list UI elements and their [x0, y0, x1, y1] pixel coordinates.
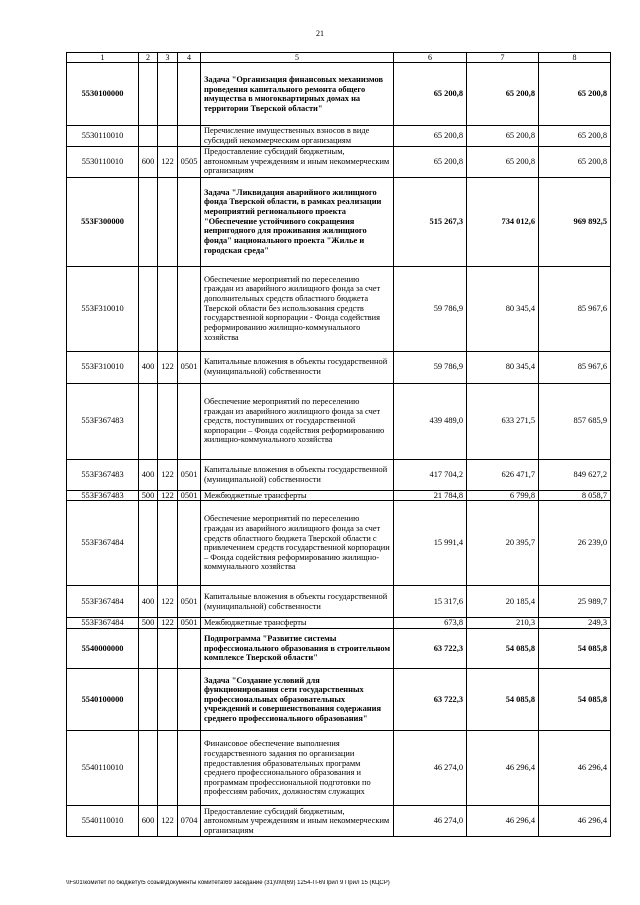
section-code-cell: 0704 — [178, 806, 201, 837]
item-name-cell: Обеспечение мероприятий по переселению граждан из аварийного жилищного фонда за счет средств областного бюджета Тверской области с привлечением средств государственной корпорации – Фонда содействия реформированию жилищно-коммунального хозяйства — [201, 501, 394, 586]
admin-code-cell — [158, 126, 178, 146]
header-cell: 1 — [67, 53, 139, 63]
amount-year2-cell: 633 271,5 — [467, 383, 539, 459]
amount-year2-cell: 626 471,7 — [467, 459, 539, 490]
footer-file-path: \\Fs01\комитет по бюджету\5 созыв\Документы комитета\69 заседание (31)\п\п(69) 1254-П-6\Прил 9 Прил 15 (КЦСР) — [66, 880, 390, 886]
table-header-row — [67, 53, 611, 63]
amount-year3-cell: 969 892,5 — [539, 177, 611, 266]
admin-code-cell: 122 — [158, 490, 178, 501]
amount-year3-cell: 46 296,4 — [539, 731, 611, 806]
target-code-cell: 553F310010 — [67, 351, 139, 383]
section-code-cell — [178, 669, 201, 731]
header-cell: 5 — [201, 53, 394, 63]
admin-code-cell — [158, 731, 178, 806]
amount-year3-cell: 65 200,8 — [539, 63, 611, 126]
target-code-cell: 553F367484 — [67, 618, 139, 629]
target-code-cell: 5540000000 — [67, 629, 139, 669]
amount-year2-cell: 54 085,8 — [467, 669, 539, 731]
target-code-cell: 5530100000 — [67, 63, 139, 126]
amount-year2-cell: 6 799,8 — [467, 490, 539, 501]
expense-type-cell — [139, 731, 158, 806]
amount-year1-cell: 46 274,0 — [394, 806, 467, 837]
amount-year1-cell: 63 722,3 — [394, 669, 467, 731]
expense-type-cell: 600 — [139, 806, 158, 837]
table-row — [67, 629, 611, 669]
target-code-cell: 553F367484 — [67, 501, 139, 586]
expense-type-cell — [139, 177, 158, 266]
table-row — [67, 586, 611, 618]
amount-year2-cell: 210,3 — [467, 618, 539, 629]
table-row — [67, 669, 611, 731]
amount-year3-cell: 85 967,6 — [539, 351, 611, 383]
table-row — [67, 266, 611, 351]
table-row — [67, 618, 611, 629]
amount-year2-cell: 65 200,8 — [467, 63, 539, 126]
header-cell: 3 — [158, 53, 178, 63]
amount-year3-cell: 249,3 — [539, 618, 611, 629]
amount-year1-cell: 59 786,9 — [394, 266, 467, 351]
item-name-cell: Обеспечение мероприятий по переселению граждан из аварийного жилищного фонда за счет средств, поступивших от государственной корпорации – Фонда содействия реформированию жилищно-коммунального хозяйства — [201, 383, 394, 459]
expense-type-cell — [139, 266, 158, 351]
amount-year1-cell: 65 200,8 — [394, 63, 467, 126]
header-cell: 7 — [467, 53, 539, 63]
amount-year3-cell: 65 200,8 — [539, 146, 611, 177]
admin-code-cell: 122 — [158, 806, 178, 837]
page-number: 21 — [316, 29, 324, 38]
amount-year3-cell: 54 085,8 — [539, 629, 611, 669]
admin-code-cell — [158, 266, 178, 351]
amount-year3-cell: 65 200,8 — [539, 126, 611, 146]
table-row — [67, 731, 611, 806]
admin-code-cell — [158, 629, 178, 669]
admin-code-cell: 122 — [158, 459, 178, 490]
section-code-cell: 0501 — [178, 459, 201, 490]
amount-year3-cell: 46 296,4 — [539, 806, 611, 837]
amount-year1-cell: 21 784,8 — [394, 490, 467, 501]
item-name-cell: Предоставление субсидий бюджетным, автономным учреждениям и иным некоммерческим организациям — [201, 806, 394, 837]
target-code-cell: 553F367483 — [67, 459, 139, 490]
table-row — [67, 351, 611, 383]
item-name-cell: Капитальные вложения в объекты государственной (муниципальной) собственности — [201, 586, 394, 618]
expense-type-cell: 500 — [139, 618, 158, 629]
target-code-cell: 553F367484 — [67, 586, 139, 618]
target-code-cell: 5540100000 — [67, 669, 139, 731]
section-code-cell — [178, 383, 201, 459]
item-name-cell: Предоставление субсидий бюджетным, автономным учреждениям и иным некоммерческим организациям — [201, 146, 394, 177]
amount-year1-cell: 439 489,0 — [394, 383, 467, 459]
item-name-cell: Перечисление имущественных взносов в виде субсидий некоммерческим организациям — [201, 126, 394, 146]
admin-code-cell — [158, 177, 178, 266]
amount-year1-cell: 417 704,2 — [394, 459, 467, 490]
item-name-cell: Подпрограмма "Развитие системы профессионального образования в строительном комплексе Тверской области" — [201, 629, 394, 669]
table-row — [67, 146, 611, 177]
section-code-cell: 0501 — [178, 618, 201, 629]
amount-year2-cell: 80 345,4 — [467, 351, 539, 383]
header-cell: 2 — [139, 53, 158, 63]
admin-code-cell: 122 — [158, 146, 178, 177]
table-row — [67, 63, 611, 126]
target-code-cell: 553F310010 — [67, 266, 139, 351]
target-code-cell: 553F300000 — [67, 177, 139, 266]
expense-type-cell: 400 — [139, 351, 158, 383]
amount-year2-cell: 46 296,4 — [467, 731, 539, 806]
amount-year3-cell: 26 239,0 — [539, 501, 611, 586]
section-code-cell — [178, 501, 201, 586]
amount-year3-cell: 8 058,7 — [539, 490, 611, 501]
amount-year2-cell: 20 185,4 — [467, 586, 539, 618]
amount-year3-cell: 857 685,9 — [539, 383, 611, 459]
expense-type-cell — [139, 501, 158, 586]
amount-year1-cell: 15 991,4 — [394, 501, 467, 586]
target-code-cell: 5530110010 — [67, 146, 139, 177]
header-cell: 8 — [539, 53, 611, 63]
expense-type-cell — [139, 126, 158, 146]
section-code-cell: 0505 — [178, 146, 201, 177]
section-code-cell — [178, 126, 201, 146]
target-code-cell: 5540110010 — [67, 806, 139, 837]
section-code-cell — [178, 177, 201, 266]
amount-year2-cell: 734 012,6 — [467, 177, 539, 266]
target-code-cell: 5530110010 — [67, 126, 139, 146]
table-row — [67, 126, 611, 146]
expense-type-cell: 400 — [139, 459, 158, 490]
header-cell: 6 — [394, 53, 467, 63]
expense-type-cell — [139, 63, 158, 126]
amount-year2-cell: 46 296,4 — [467, 806, 539, 837]
table-row — [67, 501, 611, 586]
amount-year2-cell: 65 200,8 — [467, 126, 539, 146]
amount-year1-cell: 65 200,8 — [394, 146, 467, 177]
section-code-cell — [178, 266, 201, 351]
item-name-cell: Капитальные вложения в объекты государственной (муниципальной) собственности — [201, 351, 394, 383]
admin-code-cell — [158, 383, 178, 459]
table-row — [67, 177, 611, 266]
item-name-cell: Задача "Создание условий для функционирования сети государственных профессиональных образовательных учреждений и совершенствования содержания среднего профессионального образования" — [201, 669, 394, 731]
amount-year2-cell: 20 395,7 — [467, 501, 539, 586]
amount-year1-cell: 46 274,0 — [394, 731, 467, 806]
budget-table — [66, 52, 611, 837]
section-code-cell — [178, 63, 201, 126]
amount-year2-cell: 65 200,8 — [467, 146, 539, 177]
target-code-cell: 5540110010 — [67, 731, 139, 806]
admin-code-cell — [158, 669, 178, 731]
amount-year1-cell: 673,8 — [394, 618, 467, 629]
amount-year1-cell: 63 722,3 — [394, 629, 467, 669]
expense-type-cell: 500 — [139, 490, 158, 501]
expense-type-cell — [139, 629, 158, 669]
section-code-cell — [178, 731, 201, 806]
header-cell: 4 — [178, 53, 201, 63]
admin-code-cell — [158, 63, 178, 126]
item-name-cell: Межбюджетные трансферты — [201, 618, 394, 629]
amount-year1-cell: 515 267,3 — [394, 177, 467, 266]
amount-year1-cell: 65 200,8 — [394, 126, 467, 146]
table-row — [67, 459, 611, 490]
amount-year3-cell: 849 627,2 — [539, 459, 611, 490]
amount-year2-cell: 54 085,8 — [467, 629, 539, 669]
section-code-cell: 0501 — [178, 586, 201, 618]
table-row — [67, 383, 611, 459]
admin-code-cell: 122 — [158, 351, 178, 383]
table-row — [67, 490, 611, 501]
expense-type-cell: 400 — [139, 586, 158, 618]
expense-type-cell: 600 — [139, 146, 158, 177]
target-code-cell: 553F367483 — [67, 490, 139, 501]
amount-year2-cell: 80 345,4 — [467, 266, 539, 351]
item-name-cell: Обеспечение мероприятий по переселению граждан из аварийного жилищного фонда за счет дополнительных средств областного бюджета Тверской области без использования средств государственной корпорации - Фонда содействия реформированию жилищно-коммунального хозяйства — [201, 266, 394, 351]
expense-type-cell — [139, 383, 158, 459]
table-row — [67, 806, 611, 837]
admin-code-cell — [158, 501, 178, 586]
amount-year1-cell: 15 317,6 — [394, 586, 467, 618]
amount-year3-cell: 85 967,6 — [539, 266, 611, 351]
item-name-cell: Капитальные вложения в объекты государственной (муниципальной) собственности — [201, 459, 394, 490]
section-code-cell: 0501 — [178, 351, 201, 383]
section-code-cell: 0501 — [178, 490, 201, 501]
amount-year3-cell: 54 085,8 — [539, 669, 611, 731]
target-code-cell: 553F367483 — [67, 383, 139, 459]
item-name-cell: Межбюджетные трансферты — [201, 490, 394, 501]
item-name-cell: Задача "Организация финансовых механизмов проведения капитального ремонта общего имущества в многоквартирных домах на территории Тверской области" — [201, 63, 394, 126]
section-code-cell — [178, 629, 201, 669]
admin-code-cell: 122 — [158, 586, 178, 618]
amount-year1-cell: 59 786,9 — [394, 351, 467, 383]
admin-code-cell: 122 — [158, 618, 178, 629]
amount-year3-cell: 25 989,7 — [539, 586, 611, 618]
item-name-cell: Финансовое обеспечение выполнения государственного задания по организации предоставления образовательных программ среднего профессионального образования и программам профессиональной подготовки по профессиям рабочих, должностям служащих — [201, 731, 394, 806]
item-name-cell: Задача "Ликвидация аварийного жилищного фонда Тверской области, в рамках реализации мероприятий регионального проекта "Обеспечение устойчивого сокращения непригодного для проживания жилищного фонда" национального проекта "Жилье и городская среда" — [201, 177, 394, 266]
expense-type-cell — [139, 669, 158, 731]
